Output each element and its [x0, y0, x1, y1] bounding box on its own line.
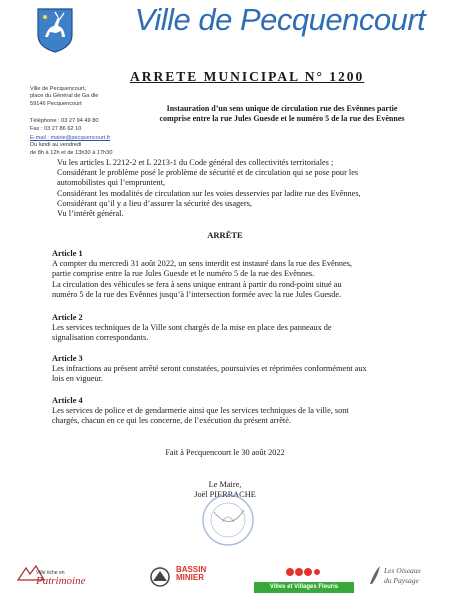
town-crest-icon: [36, 7, 74, 53]
article-line: La circulation des véhicules se fera à sens unique entrant à partir du rond-point situé au: [52, 279, 342, 289]
logo-text: Les Oiseaux: [384, 566, 421, 575]
signed-place-date: Fait à Pecquencourt le 30 août 2022: [165, 448, 285, 457]
article-4: [52, 396, 424, 427]
article-2: [52, 313, 424, 344]
contact-fax: Fax : 03 27 86 62 10: [30, 125, 82, 132]
subject-line: Instauration d’un sens unique de circulation rue des Evênnes partie: [166, 104, 398, 113]
contact-email-link[interactable]: E-mail : mairie@pecquencourt.fr: [30, 135, 111, 142]
subject-line: comprise entre la rue Jules Guesde et le numéro 5 de la rue des Evênnes: [159, 114, 405, 123]
article-line: lois en vigueur.: [52, 374, 103, 384]
article-line: numéro 5 de la rue des Evênnes jusqu’à l’intersection formée avec la rue Jules Guesde.: [52, 289, 342, 299]
article-line: Les services de police et de gendarmerie ainsi que les services techniques de la ville, sont: [52, 406, 349, 416]
logo-text: Patrimoine: [36, 575, 86, 587]
signature-role: Le Maire,: [208, 480, 242, 489]
article-line: signalisation correspondants.: [52, 333, 149, 343]
logo-bassin-minier: [148, 560, 218, 600]
logo-patrimoine: [14, 560, 104, 600]
article-heading: Article 2: [52, 313, 83, 322]
signature-name: Joël PIERRACHE: [194, 489, 256, 499]
contact-hours: de 8h à 12h et de 13h30 à 17h30: [30, 149, 113, 156]
bassin-minier-icon: [148, 566, 172, 588]
contact-block: [30, 86, 126, 157]
article-1: [52, 249, 424, 300]
contact-line: place du Général de Ga dle: [30, 93, 99, 100]
article-line: Les infractions au présent arrêté seront constatées, poursuivies et réprimées conformément aux: [52, 364, 367, 374]
visa-line: automobilistes qui l’empruntent,: [57, 178, 166, 188]
visa-line: Considérant qu’il y a lieu d’assurer la sécurité des usagers,: [57, 198, 252, 208]
logo-text: du Paysage: [384, 576, 419, 585]
article-heading: Article 1: [52, 249, 83, 258]
article-line: partie comprise entre la rue Jules Guesde et le numéro 5 de la rue des Evênnes.: [52, 269, 315, 279]
contact-line: 59146 Pecquencourt: [30, 100, 82, 107]
visas-block: [57, 158, 417, 219]
article-line: Les services techniques de la Ville sont chargés de la mise en place des panneaux de: [52, 323, 332, 333]
flowers-icon: [284, 562, 320, 582]
contact-phone: Téléphone : 03 27 94 49 80: [30, 118, 99, 125]
arrete-subject: [132, 104, 432, 124]
visa-line: Considérant le problème posé le problème de sécurité et de circulation qui se pose pour les: [57, 168, 359, 178]
official-stamp-icon: [200, 492, 256, 548]
article-heading: Article 4: [52, 396, 83, 405]
logo-text: BASSIN: [176, 565, 207, 574]
article-line: chargés, chacun en ce qui les concerne, de l’exécution du présent arrêté.: [52, 416, 291, 426]
arrete-heading: ARRÊTE: [207, 230, 243, 240]
visa-line: Vu l’intérêt général.: [57, 209, 124, 219]
visa-line: Vu les articles L 2212-2 et L 2213-1 du Code général des collectivités territoriales ;: [57, 158, 334, 167]
arrete-title: ARRETE MUNICIPAL N° 1200: [130, 69, 365, 84]
logo-villes-fleuris: [254, 560, 354, 600]
contact-hours: Du lundi au vendredi: [30, 142, 82, 149]
town-title: Ville de Pecquencourt: [134, 2, 426, 37]
visa-line: Considérant les modalités de circulation sur les voies desservies par ladite rue des Evênnes,: [57, 188, 361, 198]
article-3: [52, 354, 424, 385]
bird-icon: [368, 564, 382, 586]
article-heading: Article 3: [52, 354, 83, 363]
logo-text: MINIER: [176, 573, 204, 582]
article-line: A compter du mercredi 31 août 2022, un sens interdit est instauré dans la rue des Evênnes,: [52, 259, 352, 269]
logo-text: Ville riche en: [36, 570, 65, 576]
contact-line: Ville de Pecquencourt,: [30, 86, 86, 92]
logo-text: Villes et Villages Fleuris: [254, 582, 354, 593]
logo-oiseaux-paysage: [368, 560, 438, 600]
